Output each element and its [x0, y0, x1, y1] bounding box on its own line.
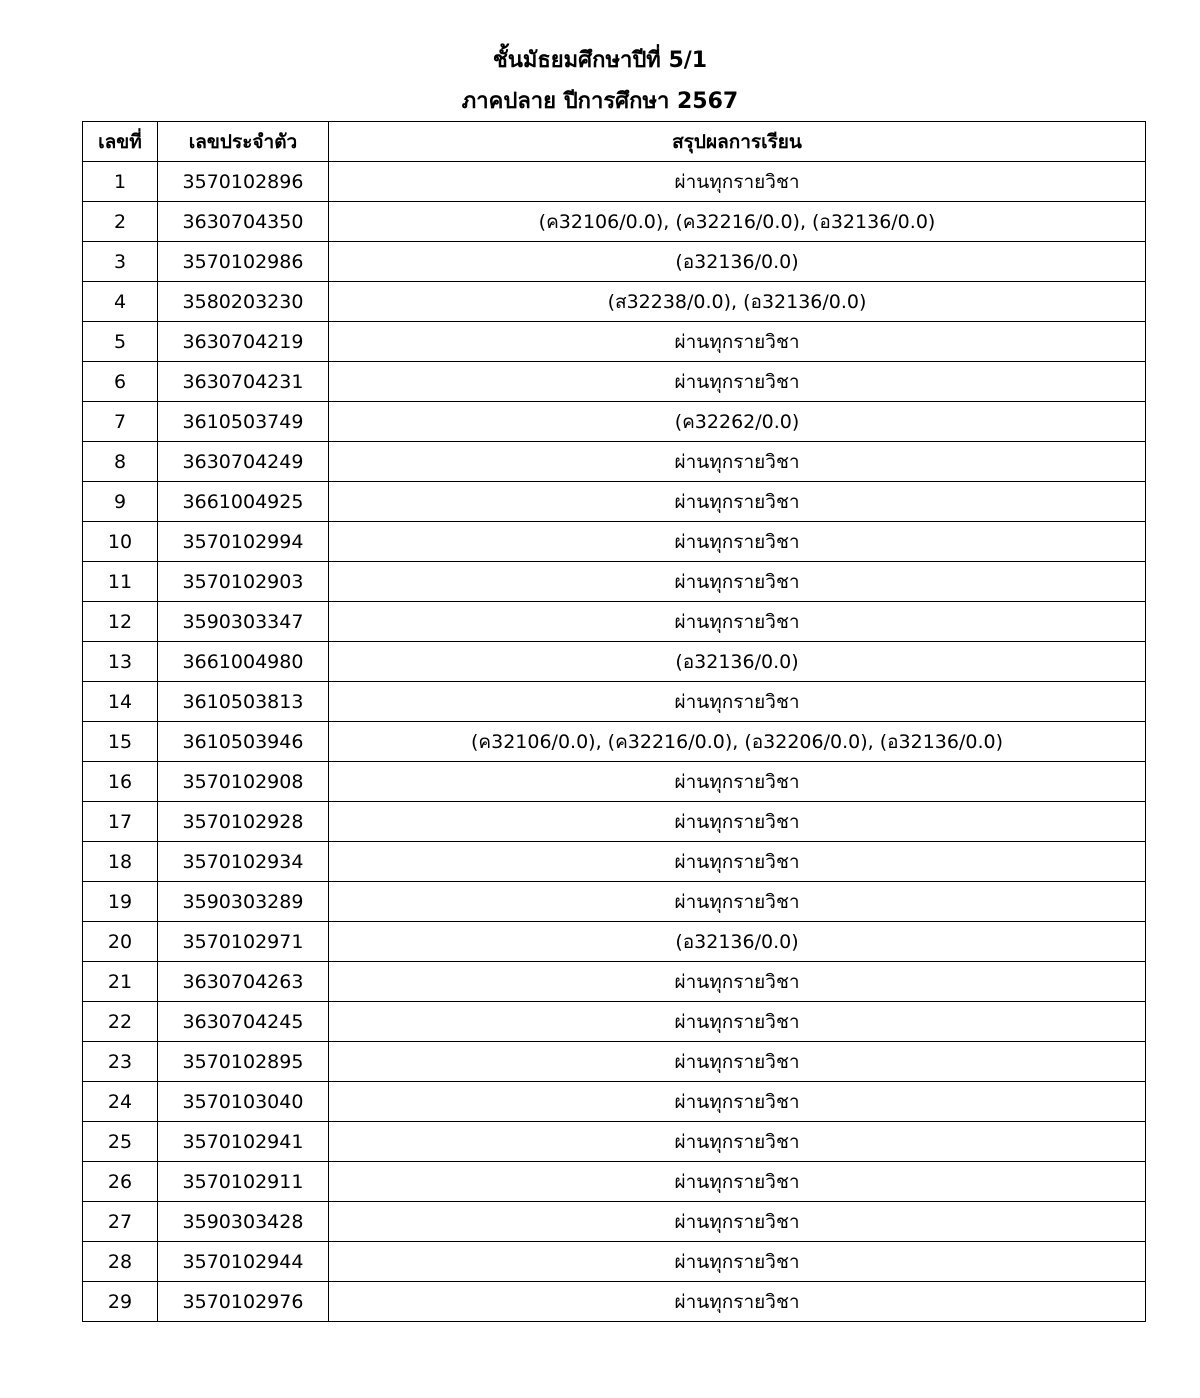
table-row: [83, 922, 1146, 962]
table-row: [83, 682, 1146, 722]
student-id-cell: 3570102944: [158, 1242, 329, 1282]
student-id-cell: 3630704245: [158, 1002, 329, 1042]
row-number-cell: 18: [83, 842, 158, 882]
row-number-cell: 13: [83, 642, 158, 682]
student-id-cell: 3570102895: [158, 1042, 329, 1082]
table-row: [83, 1122, 1146, 1162]
row-number-cell: 22: [83, 1002, 158, 1042]
row-number-cell: 14: [83, 682, 158, 722]
row-number-cell: 19: [83, 882, 158, 922]
student-id-cell: 3570102896: [158, 162, 329, 202]
table-row: [83, 242, 1146, 282]
table-row: [83, 322, 1146, 362]
row-number-cell: 6: [83, 362, 158, 402]
table-row: [83, 402, 1146, 442]
result-summary-cell: ผ่านทุกรายวิชา: [329, 562, 1146, 602]
header-student-id: เลขประจำตัว: [158, 122, 329, 162]
row-number-cell: 15: [83, 722, 158, 762]
result-summary-cell: (อ32136/0.0): [329, 242, 1146, 282]
result-summary-cell: ผ่านทุกรายวิชา: [329, 522, 1146, 562]
row-number-cell: 25: [83, 1122, 158, 1162]
student-id-cell: 3630704350: [158, 202, 329, 242]
student-id-cell: 3590303428: [158, 1202, 329, 1242]
student-id-cell: 3610503813: [158, 682, 329, 722]
table-row: [83, 362, 1146, 402]
result-summary-cell: ผ่านทุกรายวิชา: [329, 322, 1146, 362]
table-row: [83, 602, 1146, 642]
table-row: [83, 1002, 1146, 1042]
result-summary-cell: ผ่านทุกรายวิชา: [329, 162, 1146, 202]
student-id-cell: 3570102976: [158, 1282, 329, 1322]
page-title: ชั้นมัธยมศึกษาปีที่ 5/1: [492, 48, 708, 73]
result-summary-cell: ผ่านทุกรายวิชา: [329, 1042, 1146, 1082]
table-row: [83, 762, 1146, 802]
student-id-cell: 3630704219: [158, 322, 329, 362]
result-summary-cell: (ส32238/0.0), (อ32136/0.0): [329, 282, 1146, 322]
result-summary-cell: ผ่านทุกรายวิชา: [329, 362, 1146, 402]
table-body: [83, 162, 1146, 1322]
row-number-cell: 12: [83, 602, 158, 642]
row-number-cell: 26: [83, 1162, 158, 1202]
student-id-cell: 3570103040: [158, 1082, 329, 1122]
row-number-cell: 21: [83, 962, 158, 1002]
student-id-cell: 3630704263: [158, 962, 329, 1002]
student-id-cell: 3661004925: [158, 482, 329, 522]
row-number-cell: 20: [83, 922, 158, 962]
table-row: [83, 722, 1146, 762]
row-number-cell: 8: [83, 442, 158, 482]
table-row: [83, 1042, 1146, 1082]
result-summary-cell: ผ่านทุกรายวิชา: [329, 1162, 1146, 1202]
table-row: [83, 202, 1146, 242]
header-number: เลขที่: [83, 122, 158, 162]
student-id-cell: 3590303289: [158, 882, 329, 922]
row-number-cell: 10: [83, 522, 158, 562]
table-row: [83, 642, 1146, 682]
row-number-cell: 27: [83, 1202, 158, 1242]
table-row: [83, 802, 1146, 842]
table-row: [83, 1242, 1146, 1282]
row-number-cell: 4: [83, 282, 158, 322]
table-header-row: [83, 122, 1146, 162]
result-summary-cell: ผ่านทุกรายวิชา: [329, 962, 1146, 1002]
row-number-cell: 23: [83, 1042, 158, 1082]
table-row: [83, 842, 1146, 882]
result-summary-cell: (ค32106/0.0), (ค32216/0.0), (อ32136/0.0): [329, 202, 1146, 242]
row-number-cell: 29: [83, 1282, 158, 1322]
row-number-cell: 9: [83, 482, 158, 522]
result-summary-cell: ผ่านทุกรายวิชา: [329, 802, 1146, 842]
result-summary-cell: ผ่านทุกรายวิชา: [329, 842, 1146, 882]
row-number-cell: 16: [83, 762, 158, 802]
student-id-cell: 3570102928: [158, 802, 329, 842]
row-number-cell: 3: [83, 242, 158, 282]
student-id-cell: 3630704249: [158, 442, 329, 482]
row-number-cell: 17: [83, 802, 158, 842]
result-summary-cell: (อ32136/0.0): [329, 642, 1146, 682]
result-summary-cell: ผ่านทุกรายวิชา: [329, 1122, 1146, 1162]
result-summary-cell: ผ่านทุกรายวิชา: [329, 882, 1146, 922]
result-summary-cell: ผ่านทุกรายวิชา: [329, 1082, 1146, 1122]
table-row: [83, 442, 1146, 482]
table-row: [83, 882, 1146, 922]
student-id-cell: 3570102941: [158, 1122, 329, 1162]
table-row: [83, 1282, 1146, 1322]
table-row: [83, 522, 1146, 562]
table-row: [83, 162, 1146, 202]
result-summary-cell: ผ่านทุกรายวิชา: [329, 482, 1146, 522]
result-summary-cell: (อ32136/0.0): [329, 922, 1146, 962]
result-summary-cell: (ค32262/0.0): [329, 402, 1146, 442]
student-id-cell: 3570102986: [158, 242, 329, 282]
table-row: [83, 482, 1146, 522]
row-number-cell: 7: [83, 402, 158, 442]
student-id-cell: 3630704231: [158, 362, 329, 402]
header-summary: สรุปผลการเรียน: [329, 122, 1146, 162]
student-id-cell: 3661004980: [158, 642, 329, 682]
table-row: [83, 962, 1146, 1002]
row-number-cell: 1: [83, 162, 158, 202]
student-id-cell: 3570102908: [158, 762, 329, 802]
result-summary-cell: ผ่านทุกรายวิชา: [329, 1202, 1146, 1242]
result-summary-cell: (ค32106/0.0), (ค32216/0.0), (อ32206/0.0), (อ32136/0.0): [329, 722, 1146, 762]
result-summary-cell: ผ่านทุกรายวิชา: [329, 682, 1146, 722]
result-summary-cell: ผ่านทุกรายวิชา: [329, 1002, 1146, 1042]
table-row: [83, 282, 1146, 322]
result-summary-cell: ผ่านทุกรายวิชา: [329, 602, 1146, 642]
student-id-cell: 3580203230: [158, 282, 329, 322]
table-row: [83, 1162, 1146, 1202]
result-summary-cell: ผ่านทุกรายวิชา: [329, 442, 1146, 482]
student-id-cell: 3570102994: [158, 522, 329, 562]
table-row: [83, 1202, 1146, 1242]
student-id-cell: 3570102911: [158, 1162, 329, 1202]
result-summary-cell: ผ่านทุกรายวิชา: [329, 1282, 1146, 1322]
table-row: [83, 1082, 1146, 1122]
results-table: [82, 121, 1146, 1322]
table-row: [83, 562, 1146, 602]
student-id-cell: 3570102903: [158, 562, 329, 602]
student-id-cell: 3610503749: [158, 402, 329, 442]
result-summary-cell: ผ่านทุกรายวิชา: [329, 1242, 1146, 1282]
row-number-cell: 28: [83, 1242, 158, 1282]
result-summary-cell: ผ่านทุกรายวิชา: [329, 762, 1146, 802]
row-number-cell: 2: [83, 202, 158, 242]
student-id-cell: 3570102934: [158, 842, 329, 882]
page-subtitle: ภาคปลาย ปีการศึกษา 2567: [461, 89, 739, 114]
student-id-cell: 3610503946: [158, 722, 329, 762]
row-number-cell: 11: [83, 562, 158, 602]
student-id-cell: 3570102971: [158, 922, 329, 962]
student-id-cell: 3590303347: [158, 602, 329, 642]
row-number-cell: 5: [83, 322, 158, 362]
row-number-cell: 24: [83, 1082, 158, 1122]
